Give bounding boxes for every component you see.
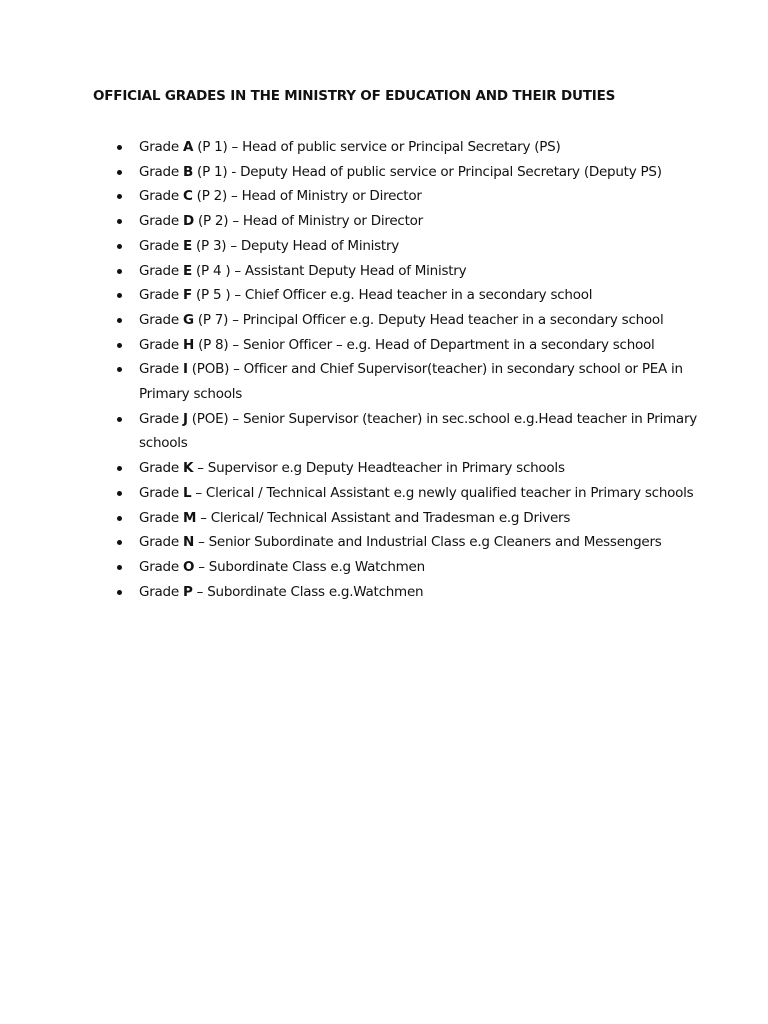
grade-letter: J — [182, 410, 188, 427]
bullet-icon — [117, 367, 122, 372]
grade-letter: L — [182, 484, 192, 501]
grade-description: (POB) – Officer and Chief Supervisor(teacher) in secondary school or PEA in Primary schools — [139, 361, 683, 403]
grade-word: Grade — [139, 213, 179, 230]
bullet-icon — [117, 590, 122, 595]
bullet-icon — [117, 269, 122, 274]
bullet-icon — [117, 540, 122, 545]
grade-description: (P 2) – Head of Ministry or Director — [193, 213, 423, 230]
list-item — [0, 506, 719, 531]
list-item — [0, 555, 719, 580]
grade-description: (P 8) – Senior Officer – e.g. Head of Department in a secondary school — [194, 336, 655, 353]
grade-letter: K — [182, 460, 194, 477]
grade-word: Grade — [139, 188, 179, 205]
grade-description: (P 5 ) – Chief Officer e.g. Head teacher in a secondary school — [191, 287, 593, 304]
list-item — [0, 333, 719, 358]
grade-description: (P 1) – Head of public service or Principal Secretary (PS) — [193, 139, 561, 155]
list-item — [0, 357, 719, 406]
bullet-icon — [117, 343, 122, 348]
grade-word: Grade — [139, 509, 179, 526]
grade-letter: C — [182, 188, 193, 205]
grade-description: – Clerical/ Technical Assistant and Tradesman e.g Drivers — [196, 509, 571, 526]
grade-description: (P 1) - Deputy Head of public service or Principal Secretary (Deputy PS) — [193, 163, 662, 180]
bullet-icon — [117, 170, 122, 175]
grade-word: Grade — [139, 558, 179, 575]
grade-description: (P 2) – Head of Ministry or Director — [192, 188, 422, 205]
grade-letter: F — [182, 287, 192, 304]
bullet-icon — [117, 145, 122, 150]
list-item — [0, 160, 719, 185]
grade-letter: A — [182, 139, 194, 155]
list-item — [0, 259, 719, 284]
grade-letter: G — [182, 311, 194, 328]
grade-word: Grade — [139, 139, 179, 155]
grade-word: Grade — [139, 163, 179, 180]
list-item — [0, 481, 719, 506]
list-item — [0, 456, 719, 481]
grade-letter: E — [182, 262, 192, 279]
grade-description: (POE) – Senior Supervisor (teacher) in sec.school e.g.Head teacher in Primary schools — [139, 410, 697, 452]
list-item — [0, 283, 719, 308]
bullet-icon — [117, 244, 122, 249]
grade-word: Grade — [139, 583, 179, 600]
grade-word: Grade — [139, 262, 179, 279]
bullet-icon — [117, 194, 122, 199]
list-item — [0, 234, 719, 259]
grade-word: Grade — [139, 311, 179, 328]
bullet-icon — [117, 491, 122, 496]
bullet-icon — [117, 417, 122, 422]
grade-description: (P 3) – Deputy Head of Ministry — [191, 237, 399, 254]
list-item — [0, 184, 719, 209]
bullet-icon — [117, 219, 122, 224]
grade-word: Grade — [139, 534, 179, 551]
grade-list — [0, 135, 719, 604]
list-item — [0, 308, 719, 333]
grade-description: – Supervisor e.g Deputy Headteacher in Primary schools — [193, 460, 565, 477]
grade-letter: N — [182, 534, 195, 551]
list-item — [0, 530, 719, 555]
grade-letter: O — [182, 558, 195, 575]
grade-description: (P 7) – Principal Officer e.g. Deputy Head teacher in a secondary school — [193, 311, 664, 328]
grade-description: (P 4 ) – Assistant Deputy Head of Ministry — [191, 262, 467, 279]
bullet-icon — [117, 466, 122, 471]
bullet-icon — [117, 565, 122, 570]
bullet-icon — [117, 293, 122, 298]
grade-letter: P — [182, 583, 193, 600]
page-title: OFFICIAL GRADES IN THE MINISTRY OF EDUCATION AND THEIR DUTIES — [93, 88, 616, 104]
grade-letter: I — [182, 361, 188, 378]
list-item — [0, 135, 719, 160]
grade-word: Grade — [139, 237, 179, 254]
grade-word: Grade — [139, 287, 179, 304]
bullet-icon — [117, 516, 122, 521]
list-item — [0, 580, 719, 605]
grade-letter: D — [182, 213, 194, 230]
grade-description: – Subordinate Class e.g.Watchmen — [192, 583, 424, 600]
grade-letter: B — [182, 163, 194, 180]
grade-description: – Senior Subordinate and Industrial Class e.g Cleaners and Messengers — [194, 534, 662, 551]
grade-letter: E — [182, 237, 192, 254]
grade-description: – Clerical / Technical Assistant e.g newly qualified teacher in Primary schools — [191, 484, 694, 501]
grade-word: Grade — [139, 361, 179, 378]
grade-description: – Subordinate Class e.g Watchmen — [194, 558, 425, 575]
grade-word: Grade — [139, 410, 179, 427]
list-item — [0, 407, 719, 456]
grade-word: Grade — [139, 460, 179, 477]
grade-word: Grade — [139, 484, 179, 501]
list-item — [0, 209, 719, 234]
bullet-icon — [117, 318, 122, 323]
grade-letter: H — [182, 336, 195, 353]
grade-letter: M — [182, 509, 197, 526]
grade-word: Grade — [139, 336, 179, 353]
